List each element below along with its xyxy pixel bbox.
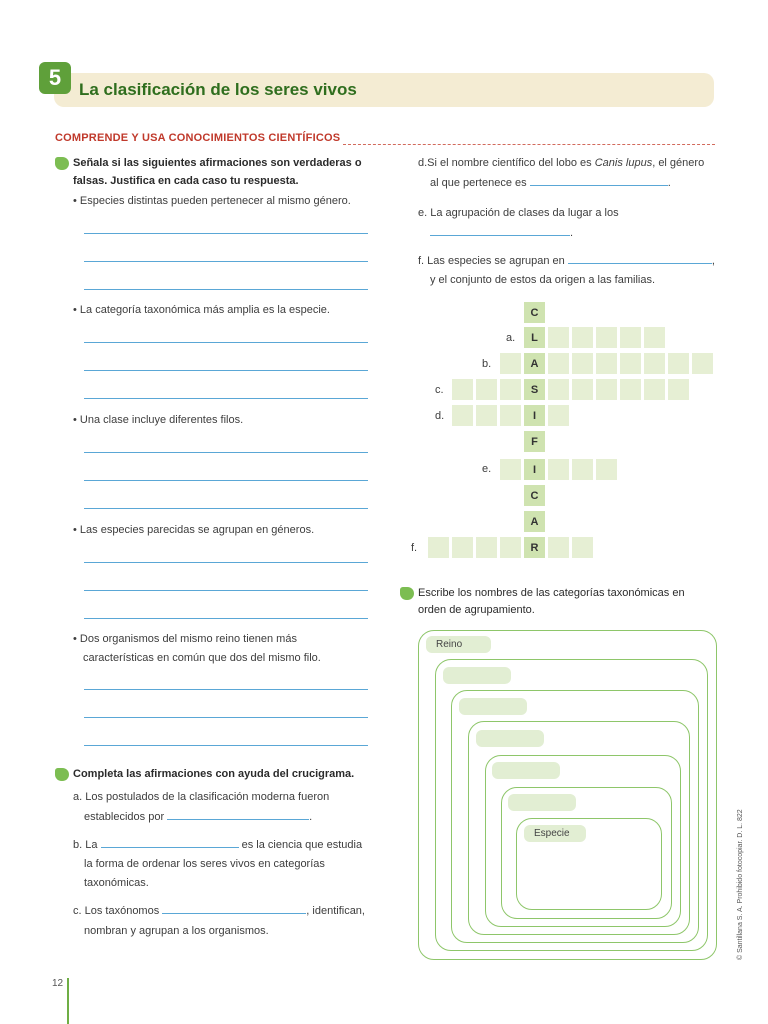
copyright-notice: © Santillana S. A. Prohibido fotocopiar. D. L. 822 bbox=[737, 809, 744, 960]
crossword-key-cell: C bbox=[523, 484, 546, 507]
crossword-row-label: b. bbox=[482, 358, 492, 370]
answer-line[interactable] bbox=[84, 289, 368, 290]
crossword-answer-cell[interactable] bbox=[619, 378, 642, 401]
crossword-answer-cell[interactable] bbox=[499, 458, 522, 481]
item-d-line1 bbox=[418, 154, 704, 173]
crossword-answer-cell[interactable] bbox=[475, 404, 498, 427]
exercise-bullet-icon bbox=[400, 587, 414, 600]
item-b-line2: la forma de ordenar los seres vivos en categorías bbox=[84, 858, 325, 870]
item-a-text: establecidos por bbox=[84, 811, 165, 823]
item-b-post: es la ciencia que estudia bbox=[241, 839, 363, 851]
crossword-row-label: f. bbox=[411, 542, 418, 554]
exercise1-instruction-line2: falsas. Justifica en cada caso tu respuesta. bbox=[73, 175, 299, 187]
crossword-answer-cell[interactable] bbox=[475, 536, 498, 559]
crossword-key-cell: R bbox=[523, 536, 546, 559]
item-e-line1: e. La agrupación de clases da lugar a los bbox=[418, 207, 619, 219]
crossword-answer-cell[interactable] bbox=[451, 378, 474, 401]
crossword-answer-cell[interactable] bbox=[451, 536, 474, 559]
item-f-line2: y el conjunto de estos da origen a las familias. bbox=[430, 274, 656, 286]
item-a-line2 bbox=[84, 808, 312, 827]
item-b-line1 bbox=[73, 836, 362, 855]
crossword-answer-cell[interactable] bbox=[595, 378, 618, 401]
statement-4: • Las especies parecidas se agrupan en géneros. bbox=[73, 524, 315, 536]
crossword-answer-cell[interactable] bbox=[571, 378, 594, 401]
statement-2: • La categoría taxonómica más amplia es la especie. bbox=[73, 304, 330, 316]
crossword-answer-cell[interactable] bbox=[691, 352, 714, 375]
fill-blank[interactable] bbox=[568, 252, 712, 264]
crossword-answer-cell[interactable] bbox=[643, 378, 666, 401]
crossword-key-cell: A bbox=[523, 352, 546, 375]
item-d-line2 bbox=[430, 174, 671, 193]
crossword-answer-cell[interactable] bbox=[499, 378, 522, 401]
fill-blank[interactable] bbox=[167, 808, 309, 820]
item-d-pre: d.Si el nombre científico del lobo es bbox=[418, 157, 592, 169]
crossword-key-cell: C bbox=[523, 301, 546, 324]
answer-line[interactable] bbox=[84, 452, 368, 453]
crossword-answer-cell[interactable] bbox=[475, 378, 498, 401]
section-heading: COMPRENDE Y USA CONOCIMIENTOS CIENTÍFICOS bbox=[55, 132, 341, 144]
answer-line[interactable] bbox=[84, 508, 368, 509]
exercise1-instruction-line1: Señala si las siguientes afirmaciones son verdaderas o bbox=[73, 157, 362, 169]
period: . bbox=[667, 177, 671, 189]
crossword-answer-cell[interactable] bbox=[667, 352, 690, 375]
statement-5-line2: características en común que dos del mismo filo. bbox=[83, 652, 321, 664]
item-c-line1 bbox=[73, 902, 365, 921]
fill-blank[interactable] bbox=[162, 902, 306, 914]
period: . bbox=[309, 811, 313, 823]
item-d-text: al que pertenece es bbox=[430, 177, 527, 189]
fill-blank[interactable] bbox=[530, 174, 668, 186]
taxonomy-blank-label[interactable] bbox=[459, 698, 527, 715]
crossword-answer-cell[interactable] bbox=[595, 458, 618, 481]
answer-line[interactable] bbox=[84, 261, 368, 262]
item-f-pre: f. Las especies se agrupan en bbox=[418, 255, 565, 267]
crossword-answer-cell[interactable] bbox=[547, 326, 570, 349]
taxonomy-blank-label[interactable] bbox=[476, 730, 544, 747]
crossword-row-label: c. bbox=[435, 384, 444, 396]
crossword-key-cell: L bbox=[523, 326, 546, 349]
crossword-row-label: e. bbox=[482, 463, 492, 475]
crossword-answer-cell[interactable] bbox=[547, 352, 570, 375]
crossword-key-cell: I bbox=[523, 458, 546, 481]
page-number: 12 bbox=[52, 978, 64, 989]
crossword-answer-cell[interactable] bbox=[547, 458, 570, 481]
fill-blank[interactable] bbox=[430, 224, 570, 236]
crossword-row-label: d. bbox=[435, 410, 445, 422]
crossword-answer-cell[interactable] bbox=[643, 326, 666, 349]
exercise2-instruction: Completa las afirmaciones con ayuda del crucigrama. bbox=[73, 768, 355, 780]
crossword-answer-cell[interactable] bbox=[595, 326, 618, 349]
crossword-answer-cell[interactable] bbox=[547, 404, 570, 427]
crossword-answer-cell[interactable] bbox=[571, 458, 594, 481]
crossword-answer-cell[interactable] bbox=[619, 352, 642, 375]
crossword-answer-cell[interactable] bbox=[499, 352, 522, 375]
taxonomy-blank-label[interactable] bbox=[443, 667, 511, 684]
exercise3-instruction-line2: orden de agrupamiento. bbox=[418, 604, 535, 616]
answer-line[interactable] bbox=[84, 590, 368, 591]
answer-line[interactable] bbox=[84, 398, 368, 399]
taxonomy-blank-label[interactable] bbox=[508, 794, 576, 811]
answer-line[interactable] bbox=[84, 342, 368, 343]
answer-line[interactable] bbox=[84, 480, 368, 481]
crossword-key-cell: F bbox=[523, 430, 546, 453]
crossword-answer-cell[interactable] bbox=[571, 536, 594, 559]
crossword-answer-cell[interactable] bbox=[547, 378, 570, 401]
crossword-answer-cell[interactable] bbox=[547, 536, 570, 559]
statement-1: • Especies distintas pueden pertenecer al mismo género. bbox=[73, 195, 351, 207]
statement-3: • Una clase incluye diferentes filos. bbox=[73, 414, 244, 426]
answer-line[interactable] bbox=[84, 689, 368, 690]
crossword-answer-cell[interactable] bbox=[643, 352, 666, 375]
item-e-line2 bbox=[430, 224, 573, 243]
exercise3-instruction-line1: Escribe los nombres de las categorías taxonómicas en bbox=[418, 587, 685, 599]
fill-blank[interactable] bbox=[101, 836, 239, 848]
crossword-key-cell: A bbox=[523, 510, 546, 533]
crossword-answer-cell[interactable] bbox=[499, 536, 522, 559]
crossword-answer-cell[interactable] bbox=[595, 352, 618, 375]
period: . bbox=[570, 227, 574, 239]
item-b-line3: taxonómicas. bbox=[84, 877, 149, 889]
answer-line[interactable] bbox=[84, 745, 368, 746]
item-d-scientific-name: Canis lupus bbox=[594, 157, 653, 169]
item-c-post: , identifican, bbox=[306, 905, 365, 917]
answer-line[interactable] bbox=[84, 717, 368, 718]
crossword-answer-cell[interactable] bbox=[499, 404, 522, 427]
item-f-line1 bbox=[418, 252, 715, 271]
crossword-key-cell: I bbox=[523, 404, 546, 427]
answer-line[interactable] bbox=[84, 233, 368, 234]
unit-number-badge: 5 bbox=[39, 62, 71, 94]
statement-5: • Dos organismos del mismo reino tienen más bbox=[73, 633, 297, 645]
answer-line[interactable] bbox=[84, 618, 368, 619]
page-margin-bar bbox=[67, 978, 69, 1024]
crossword-key-cell: S bbox=[523, 378, 546, 401]
crossword-row-label: a. bbox=[506, 332, 516, 344]
exercise-bullet-icon bbox=[55, 768, 69, 781]
crossword-answer-cell[interactable] bbox=[427, 536, 450, 559]
answer-line[interactable] bbox=[84, 562, 368, 563]
crossword-answer-cell[interactable] bbox=[571, 352, 594, 375]
item-b-pre: b. La bbox=[73, 839, 98, 851]
item-c-line2: nombran y agrupan a los organismos. bbox=[84, 925, 269, 937]
answer-line[interactable] bbox=[84, 370, 368, 371]
taxonomy-label-reino: Reino bbox=[426, 636, 491, 653]
item-c-pre: c. Los taxónomos bbox=[73, 905, 160, 917]
taxonomy-label-especie: Especie bbox=[524, 825, 586, 842]
page-title: La clasificación de los seres vivos bbox=[79, 80, 357, 99]
comma: , bbox=[711, 255, 715, 267]
taxonomy-blank-label[interactable] bbox=[492, 762, 560, 779]
item-d-post: , el género bbox=[652, 157, 705, 169]
crossword-answer-cell[interactable] bbox=[451, 404, 474, 427]
exercise-bullet-icon bbox=[55, 157, 69, 170]
crossword-answer-cell[interactable] bbox=[619, 326, 642, 349]
section-heading-rule bbox=[343, 144, 715, 145]
crossword-answer-cell[interactable] bbox=[571, 326, 594, 349]
item-a-line1: a. Los postulados de la clasificación moderna fueron bbox=[73, 791, 330, 803]
crossword-answer-cell[interactable] bbox=[667, 378, 690, 401]
